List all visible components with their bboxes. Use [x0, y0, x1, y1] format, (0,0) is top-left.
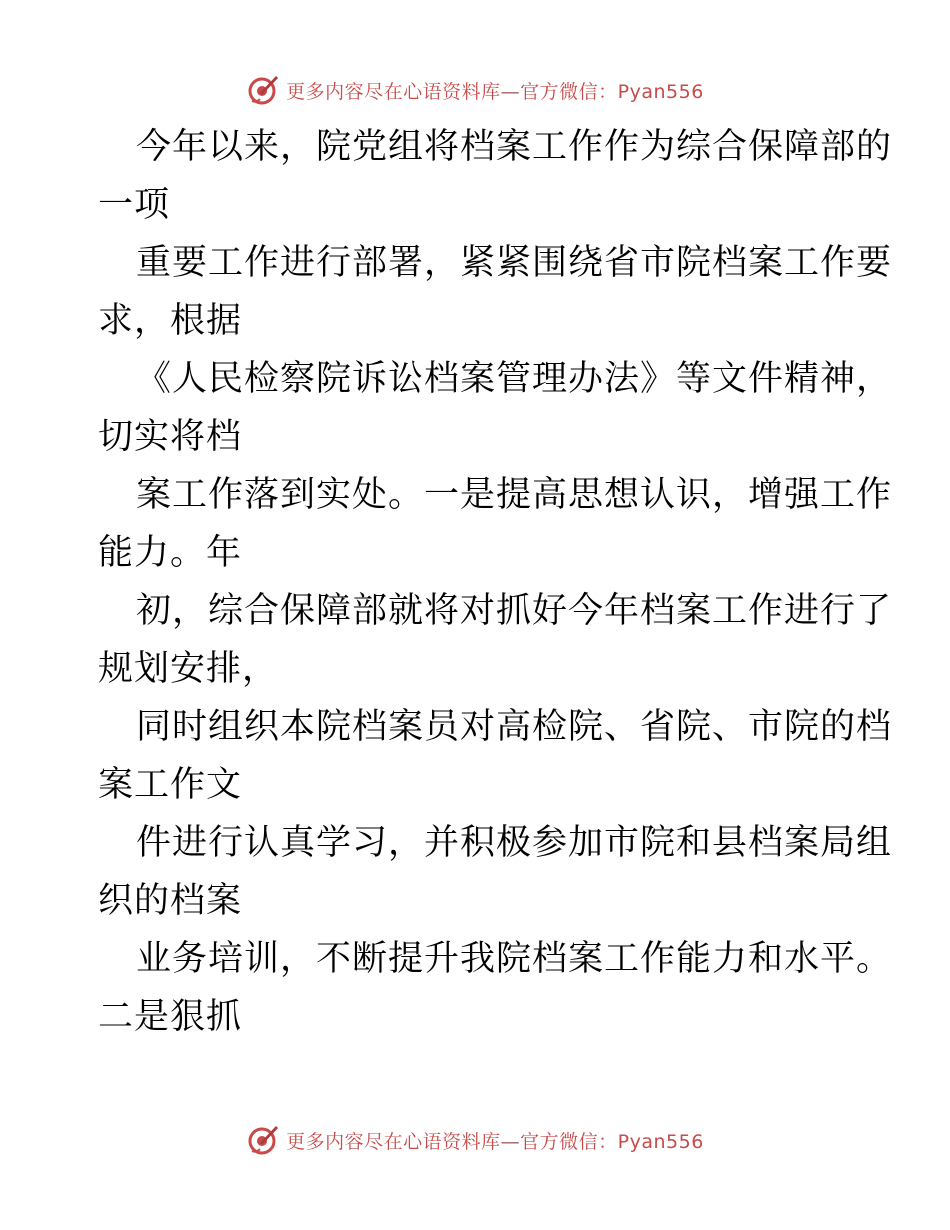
body-line: 《人民检察院诉讼档案管理办法》等文件精神， — [136, 359, 893, 399]
body-line: 规划安排， — [98, 649, 279, 689]
body-line: 织的档案 — [98, 881, 243, 921]
header-site-text: 更多内容尽在心语资料库 — [286, 80, 501, 103]
body-line: 切实将档 — [98, 417, 243, 457]
body-line: 初，综合保障部就将对抓好今年档案工作进行了 — [136, 591, 893, 631]
body-line: 案工作落到实处。一是提高思想认识，增强工作 — [136, 475, 893, 515]
footer-banner-text — [286, 1127, 704, 1154]
body-line: 求，根据 — [98, 301, 243, 341]
body-line: 今年以来，院党组将档案工作作为综合保障部的 — [136, 127, 893, 167]
body-line: 一项 — [98, 185, 171, 225]
body-line: 二是狠抓 — [98, 997, 243, 1037]
pen-circle-logo-icon — [246, 73, 280, 107]
header-banner — [0, 70, 950, 110]
footer-site-text: 更多内容尽在心语资料库 — [286, 1130, 501, 1153]
header-dash: — — [500, 80, 521, 103]
header-banner-text — [286, 77, 704, 104]
body-line: 重要工作进行部署，紧紧围绕省市院档案工作要 — [136, 243, 893, 283]
body-line: 件进行认真学习，并积极参加市院和县档案局组 — [136, 823, 893, 863]
footer-banner — [0, 1120, 950, 1160]
body-line: 业务培训，不断提升我院档案工作能力和水平。 — [136, 939, 893, 979]
pen-circle-logo-icon — [246, 1123, 280, 1157]
body-line: 同时组织本院档案员对高检院、省院、市院的档 — [136, 707, 893, 747]
document-body — [98, 118, 893, 1046]
body-line: 能力。年 — [98, 533, 243, 573]
footer-wechat-text: 官方微信：Pyan556 — [520, 1130, 704, 1153]
body-line: 案工作文 — [98, 765, 243, 805]
header-wechat-text: 官方微信：Pyan556 — [520, 80, 704, 103]
footer-dash: — — [500, 1130, 521, 1153]
